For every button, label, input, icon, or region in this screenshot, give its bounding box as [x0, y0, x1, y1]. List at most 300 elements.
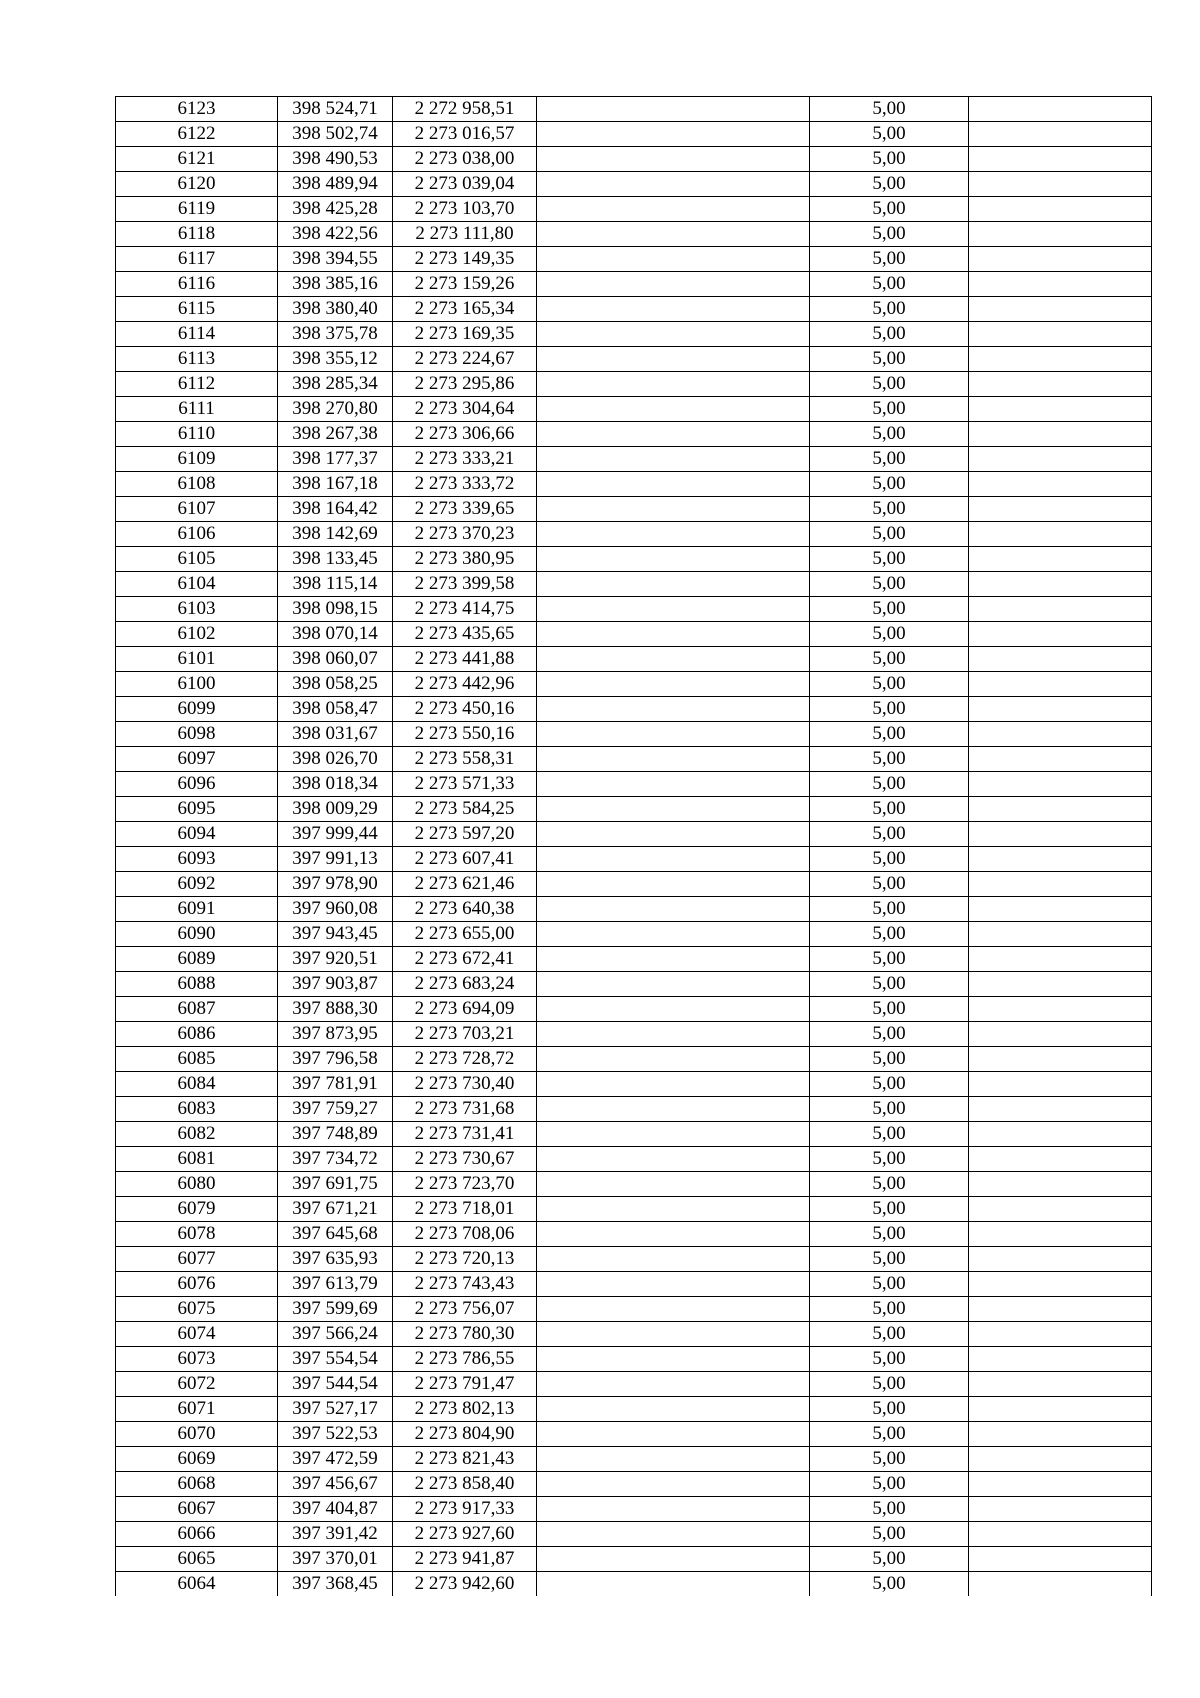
empty-cell	[969, 472, 1152, 497]
y-coordinate-cell: 2 273 441,88	[393, 647, 537, 672]
point-number-cell: 6101	[116, 647, 278, 672]
x-coordinate-cell: 398 058,25	[278, 672, 393, 697]
empty-cell	[969, 497, 1152, 522]
empty-cell	[537, 1172, 810, 1197]
table-row	[116, 397, 1152, 422]
y-coordinate-cell: 2 273 380,95	[393, 547, 537, 572]
x-coordinate-cell: 398 285,34	[278, 372, 393, 397]
empty-cell	[969, 672, 1152, 697]
y-coordinate-cell: 2 273 442,96	[393, 672, 537, 697]
y-coordinate-cell: 2 273 450,16	[393, 697, 537, 722]
y-coordinate-cell: 2 273 640,38	[393, 897, 537, 922]
value-cell: 5,00	[810, 372, 969, 397]
value-cell: 5,00	[810, 1197, 969, 1222]
value-cell: 5,00	[810, 497, 969, 522]
empty-cell	[537, 1522, 810, 1547]
point-number-cell: 6067	[116, 1497, 278, 1522]
y-coordinate-cell: 2 273 743,43	[393, 1272, 537, 1297]
value-cell: 5,00	[810, 1247, 969, 1272]
empty-cell	[537, 1247, 810, 1272]
point-number-cell: 6119	[116, 197, 278, 222]
x-coordinate-cell: 398 009,29	[278, 797, 393, 822]
empty-cell	[969, 922, 1152, 947]
table-row	[116, 847, 1152, 872]
empty-cell	[969, 1472, 1152, 1497]
y-coordinate-cell: 2 273 165,34	[393, 297, 537, 322]
point-number-cell: 6069	[116, 1447, 278, 1472]
y-coordinate-cell: 2 273 550,16	[393, 722, 537, 747]
value-cell: 5,00	[810, 1347, 969, 1372]
y-coordinate-cell: 2 273 571,33	[393, 772, 537, 797]
x-coordinate-cell: 397 527,17	[278, 1397, 393, 1422]
empty-cell	[969, 1147, 1152, 1172]
y-coordinate-cell: 2 273 821,43	[393, 1447, 537, 1472]
x-coordinate-cell: 398 425,28	[278, 197, 393, 222]
table-row	[116, 1022, 1152, 1047]
empty-cell	[969, 447, 1152, 472]
point-number-cell: 6066	[116, 1522, 278, 1547]
y-coordinate-cell: 2 273 597,20	[393, 822, 537, 847]
empty-cell	[969, 1047, 1152, 1072]
x-coordinate-cell: 398 355,12	[278, 347, 393, 372]
point-number-cell: 6116	[116, 272, 278, 297]
point-number-cell: 6079	[116, 1197, 278, 1222]
x-coordinate-cell: 397 404,87	[278, 1497, 393, 1522]
table-row	[116, 272, 1152, 297]
y-coordinate-cell: 2 273 103,70	[393, 197, 537, 222]
point-number-cell: 6094	[116, 822, 278, 847]
x-coordinate-cell: 397 391,42	[278, 1522, 393, 1547]
empty-cell	[969, 697, 1152, 722]
empty-cell	[537, 1447, 810, 1472]
point-number-cell: 6111	[116, 397, 278, 422]
value-cell: 5,00	[810, 397, 969, 422]
empty-cell	[537, 1547, 810, 1572]
empty-cell	[969, 172, 1152, 197]
y-coordinate-cell: 2 273 370,23	[393, 522, 537, 547]
table-row	[116, 772, 1152, 797]
point-number-cell: 6095	[116, 797, 278, 822]
value-cell: 5,00	[810, 247, 969, 272]
empty-cell	[969, 1172, 1152, 1197]
empty-cell	[969, 1122, 1152, 1147]
value-cell: 5,00	[810, 1097, 969, 1122]
table-row	[116, 1347, 1152, 1372]
point-number-cell: 6071	[116, 1397, 278, 1422]
empty-cell	[969, 1322, 1152, 1347]
table-row	[116, 747, 1152, 772]
empty-cell	[969, 222, 1152, 247]
empty-cell	[969, 522, 1152, 547]
y-coordinate-cell: 2 273 224,67	[393, 347, 537, 372]
y-coordinate-cell: 2 273 731,68	[393, 1097, 537, 1122]
empty-cell	[537, 997, 810, 1022]
x-coordinate-cell: 397 671,21	[278, 1197, 393, 1222]
empty-cell	[969, 1072, 1152, 1097]
point-number-cell: 6110	[116, 422, 278, 447]
x-coordinate-cell: 397 544,54	[278, 1372, 393, 1397]
x-coordinate-cell: 398 142,69	[278, 522, 393, 547]
point-number-cell: 6117	[116, 247, 278, 272]
empty-cell	[969, 1247, 1152, 1272]
empty-cell	[537, 197, 810, 222]
empty-cell	[537, 897, 810, 922]
value-cell: 5,00	[810, 797, 969, 822]
point-number-cell: 6088	[116, 972, 278, 997]
x-coordinate-cell: 398 490,53	[278, 147, 393, 172]
point-number-cell: 6099	[116, 697, 278, 722]
y-coordinate-cell: 2 273 703,21	[393, 1022, 537, 1047]
point-number-cell: 6118	[116, 222, 278, 247]
point-number-cell: 6106	[116, 522, 278, 547]
empty-cell	[537, 972, 810, 997]
point-number-cell: 6090	[116, 922, 278, 947]
empty-cell	[537, 697, 810, 722]
empty-cell	[537, 722, 810, 747]
value-cell: 5,00	[810, 722, 969, 747]
point-number-cell: 6122	[116, 122, 278, 147]
table-row	[116, 697, 1152, 722]
table-row	[116, 997, 1152, 1022]
empty-cell	[537, 1197, 810, 1222]
value-cell: 5,00	[810, 147, 969, 172]
value-cell: 5,00	[810, 697, 969, 722]
table-row	[116, 1547, 1152, 1572]
point-number-cell: 6112	[116, 372, 278, 397]
y-coordinate-cell: 2 273 804,90	[393, 1422, 537, 1447]
empty-cell	[969, 1497, 1152, 1522]
table-row	[116, 1397, 1152, 1422]
empty-cell	[537, 1372, 810, 1397]
empty-cell	[969, 622, 1152, 647]
value-cell: 5,00	[810, 297, 969, 322]
empty-cell	[537, 797, 810, 822]
value-cell: 5,00	[810, 547, 969, 572]
empty-cell	[969, 1197, 1152, 1222]
y-coordinate-cell: 2 273 730,40	[393, 1072, 537, 1097]
empty-cell	[537, 1397, 810, 1422]
point-number-cell: 6070	[116, 1422, 278, 1447]
point-number-cell: 6100	[116, 672, 278, 697]
x-coordinate-cell: 398 489,94	[278, 172, 393, 197]
x-coordinate-cell: 398 070,14	[278, 622, 393, 647]
empty-cell	[969, 822, 1152, 847]
x-coordinate-cell: 398 115,14	[278, 572, 393, 597]
point-number-cell: 6080	[116, 1172, 278, 1197]
point-number-cell: 6114	[116, 322, 278, 347]
empty-cell	[969, 747, 1152, 772]
table-row	[116, 197, 1152, 222]
empty-cell	[537, 322, 810, 347]
empty-cell	[969, 1397, 1152, 1422]
table-row	[116, 1422, 1152, 1447]
y-coordinate-cell: 2 273 942,60	[393, 1572, 537, 1597]
empty-cell	[969, 1422, 1152, 1447]
table-row	[116, 1247, 1152, 1272]
table-row	[116, 1197, 1152, 1222]
x-coordinate-cell: 397 943,45	[278, 922, 393, 947]
value-cell: 5,00	[810, 647, 969, 672]
table-row	[116, 1322, 1152, 1347]
x-coordinate-cell: 397 920,51	[278, 947, 393, 972]
empty-cell	[537, 1022, 810, 1047]
empty-cell	[537, 772, 810, 797]
x-coordinate-cell: 397 635,93	[278, 1247, 393, 1272]
empty-cell	[969, 422, 1152, 447]
empty-cell	[537, 372, 810, 397]
x-coordinate-cell: 398 422,56	[278, 222, 393, 247]
table-row	[116, 922, 1152, 947]
table-row	[116, 1447, 1152, 1472]
empty-cell	[969, 372, 1152, 397]
x-coordinate-cell: 397 960,08	[278, 897, 393, 922]
value-cell: 5,00	[810, 1547, 969, 1572]
point-number-cell: 6064	[116, 1572, 278, 1597]
point-number-cell: 6086	[116, 1022, 278, 1047]
value-cell: 5,00	[810, 997, 969, 1022]
table-row	[116, 1472, 1152, 1497]
y-coordinate-cell: 2 273 333,21	[393, 447, 537, 472]
value-cell: 5,00	[810, 897, 969, 922]
x-coordinate-cell: 397 781,91	[278, 1072, 393, 1097]
x-coordinate-cell: 398 380,40	[278, 297, 393, 322]
value-cell: 5,00	[810, 347, 969, 372]
y-coordinate-cell: 2 273 333,72	[393, 472, 537, 497]
value-cell: 5,00	[810, 772, 969, 797]
x-coordinate-cell: 398 177,37	[278, 447, 393, 472]
x-coordinate-cell: 397 888,30	[278, 997, 393, 1022]
table-row	[116, 147, 1152, 172]
table-row	[116, 497, 1152, 522]
empty-cell	[537, 497, 810, 522]
table-row	[116, 347, 1152, 372]
coordinates-table-body	[116, 97, 1152, 1597]
x-coordinate-cell: 398 031,67	[278, 722, 393, 747]
empty-cell	[537, 597, 810, 622]
empty-cell	[969, 1572, 1152, 1597]
value-cell: 5,00	[810, 922, 969, 947]
point-number-cell: 6082	[116, 1122, 278, 1147]
empty-cell	[969, 947, 1152, 972]
empty-cell	[537, 1272, 810, 1297]
x-coordinate-cell: 397 978,90	[278, 872, 393, 897]
y-coordinate-cell: 2 273 111,80	[393, 222, 537, 247]
empty-cell	[969, 1447, 1152, 1472]
y-coordinate-cell: 2 273 039,04	[393, 172, 537, 197]
empty-cell	[537, 872, 810, 897]
empty-cell	[537, 522, 810, 547]
x-coordinate-cell: 397 748,89	[278, 1122, 393, 1147]
empty-cell	[969, 847, 1152, 872]
empty-cell	[969, 297, 1152, 322]
y-coordinate-cell: 2 273 414,75	[393, 597, 537, 622]
x-coordinate-cell: 397 796,58	[278, 1047, 393, 1072]
point-number-cell: 6085	[116, 1047, 278, 1072]
x-coordinate-cell: 397 370,01	[278, 1547, 393, 1572]
empty-cell	[537, 1572, 810, 1597]
y-coordinate-cell: 2 273 728,72	[393, 1047, 537, 1072]
point-number-cell: 6087	[116, 997, 278, 1022]
x-coordinate-cell: 398 267,38	[278, 422, 393, 447]
point-number-cell: 6104	[116, 572, 278, 597]
table-row	[116, 1122, 1152, 1147]
empty-cell	[537, 822, 810, 847]
x-coordinate-cell: 398 098,15	[278, 597, 393, 622]
y-coordinate-cell: 2 273 791,47	[393, 1372, 537, 1397]
point-number-cell: 6113	[116, 347, 278, 372]
y-coordinate-cell: 2 273 304,64	[393, 397, 537, 422]
value-cell: 5,00	[810, 1497, 969, 1522]
y-coordinate-cell: 2 272 958,51	[393, 97, 537, 122]
y-coordinate-cell: 2 273 295,86	[393, 372, 537, 397]
table-row	[116, 872, 1152, 897]
y-coordinate-cell: 2 273 802,13	[393, 1397, 537, 1422]
point-number-cell: 6084	[116, 1072, 278, 1097]
empty-cell	[537, 1072, 810, 1097]
table-row	[116, 1522, 1152, 1547]
x-coordinate-cell: 397 554,54	[278, 1347, 393, 1372]
value-cell: 5,00	[810, 1172, 969, 1197]
value-cell: 5,00	[810, 1322, 969, 1347]
empty-cell	[969, 347, 1152, 372]
empty-cell	[969, 247, 1152, 272]
value-cell: 5,00	[810, 747, 969, 772]
y-coordinate-cell: 2 273 169,35	[393, 322, 537, 347]
y-coordinate-cell: 2 273 941,87	[393, 1547, 537, 1572]
empty-cell	[969, 722, 1152, 747]
empty-cell	[969, 1522, 1152, 1547]
y-coordinate-cell: 2 273 672,41	[393, 947, 537, 972]
empty-cell	[537, 472, 810, 497]
x-coordinate-cell: 397 873,95	[278, 1022, 393, 1047]
y-coordinate-cell: 2 273 780,30	[393, 1322, 537, 1347]
point-number-cell: 6076	[116, 1272, 278, 1297]
table-row	[116, 947, 1152, 972]
empty-cell	[537, 122, 810, 147]
value-cell: 5,00	[810, 1147, 969, 1172]
point-number-cell: 6103	[116, 597, 278, 622]
point-number-cell: 6093	[116, 847, 278, 872]
empty-cell	[537, 172, 810, 197]
empty-cell	[969, 1347, 1152, 1372]
point-number-cell: 6065	[116, 1547, 278, 1572]
value-cell: 5,00	[810, 947, 969, 972]
x-coordinate-cell: 398 018,34	[278, 772, 393, 797]
y-coordinate-cell: 2 273 159,26	[393, 272, 537, 297]
table-row	[116, 297, 1152, 322]
value-cell: 5,00	[810, 872, 969, 897]
empty-cell	[537, 447, 810, 472]
x-coordinate-cell: 397 645,68	[278, 1222, 393, 1247]
empty-cell	[537, 1222, 810, 1247]
coordinates-table	[115, 96, 1152, 1596]
empty-cell	[537, 547, 810, 572]
empty-cell	[969, 1022, 1152, 1047]
empty-cell	[537, 647, 810, 672]
value-cell: 5,00	[810, 1272, 969, 1297]
point-number-cell: 6083	[116, 1097, 278, 1122]
empty-cell	[969, 97, 1152, 122]
table-row	[116, 247, 1152, 272]
y-coordinate-cell: 2 273 917,33	[393, 1497, 537, 1522]
empty-cell	[537, 947, 810, 972]
value-cell: 5,00	[810, 622, 969, 647]
table-row	[116, 672, 1152, 697]
table-row	[116, 172, 1152, 197]
empty-cell	[537, 922, 810, 947]
point-number-cell: 6097	[116, 747, 278, 772]
empty-cell	[537, 622, 810, 647]
y-coordinate-cell: 2 273 723,70	[393, 1172, 537, 1197]
value-cell: 5,00	[810, 1297, 969, 1322]
table-row	[116, 722, 1152, 747]
table-row	[116, 622, 1152, 647]
point-number-cell: 6115	[116, 297, 278, 322]
table-row	[116, 572, 1152, 597]
table-row	[116, 547, 1152, 572]
table-row	[116, 97, 1152, 122]
empty-cell	[969, 647, 1152, 672]
y-coordinate-cell: 2 273 756,07	[393, 1297, 537, 1322]
point-number-cell: 6121	[116, 147, 278, 172]
value-cell: 5,00	[810, 1447, 969, 1472]
table-row	[116, 522, 1152, 547]
y-coordinate-cell: 2 273 016,57	[393, 122, 537, 147]
y-coordinate-cell: 2 273 655,00	[393, 922, 537, 947]
value-cell: 5,00	[810, 447, 969, 472]
table-row	[116, 1222, 1152, 1247]
x-coordinate-cell: 397 368,45	[278, 1572, 393, 1597]
y-coordinate-cell: 2 273 435,65	[393, 622, 537, 647]
value-cell: 5,00	[810, 272, 969, 297]
value-cell: 5,00	[810, 1397, 969, 1422]
y-coordinate-cell: 2 273 683,24	[393, 972, 537, 997]
empty-cell	[537, 147, 810, 172]
point-number-cell: 6081	[116, 1147, 278, 1172]
y-coordinate-cell: 2 273 621,46	[393, 872, 537, 897]
table-row	[116, 1272, 1152, 1297]
empty-cell	[969, 1272, 1152, 1297]
x-coordinate-cell: 397 903,87	[278, 972, 393, 997]
table-row	[116, 122, 1152, 147]
point-number-cell: 6075	[116, 1297, 278, 1322]
point-number-cell: 6108	[116, 472, 278, 497]
point-number-cell: 6098	[116, 722, 278, 747]
y-coordinate-cell: 2 273 607,41	[393, 847, 537, 872]
empty-cell	[537, 572, 810, 597]
x-coordinate-cell: 397 999,44	[278, 822, 393, 847]
empty-cell	[969, 572, 1152, 597]
point-number-cell: 6074	[116, 1322, 278, 1347]
empty-cell	[537, 297, 810, 322]
empty-cell	[537, 1147, 810, 1172]
point-number-cell: 6096	[116, 772, 278, 797]
y-coordinate-cell: 2 273 038,00	[393, 147, 537, 172]
empty-cell	[969, 322, 1152, 347]
value-cell: 5,00	[810, 572, 969, 597]
table-row	[116, 1572, 1152, 1597]
empty-cell	[537, 347, 810, 372]
value-cell: 5,00	[810, 847, 969, 872]
value-cell: 5,00	[810, 1372, 969, 1397]
table-row	[116, 472, 1152, 497]
empty-cell	[537, 747, 810, 772]
y-coordinate-cell: 2 273 149,35	[393, 247, 537, 272]
x-coordinate-cell: 397 991,13	[278, 847, 393, 872]
point-number-cell: 6120	[116, 172, 278, 197]
x-coordinate-cell: 398 060,07	[278, 647, 393, 672]
empty-cell	[537, 672, 810, 697]
